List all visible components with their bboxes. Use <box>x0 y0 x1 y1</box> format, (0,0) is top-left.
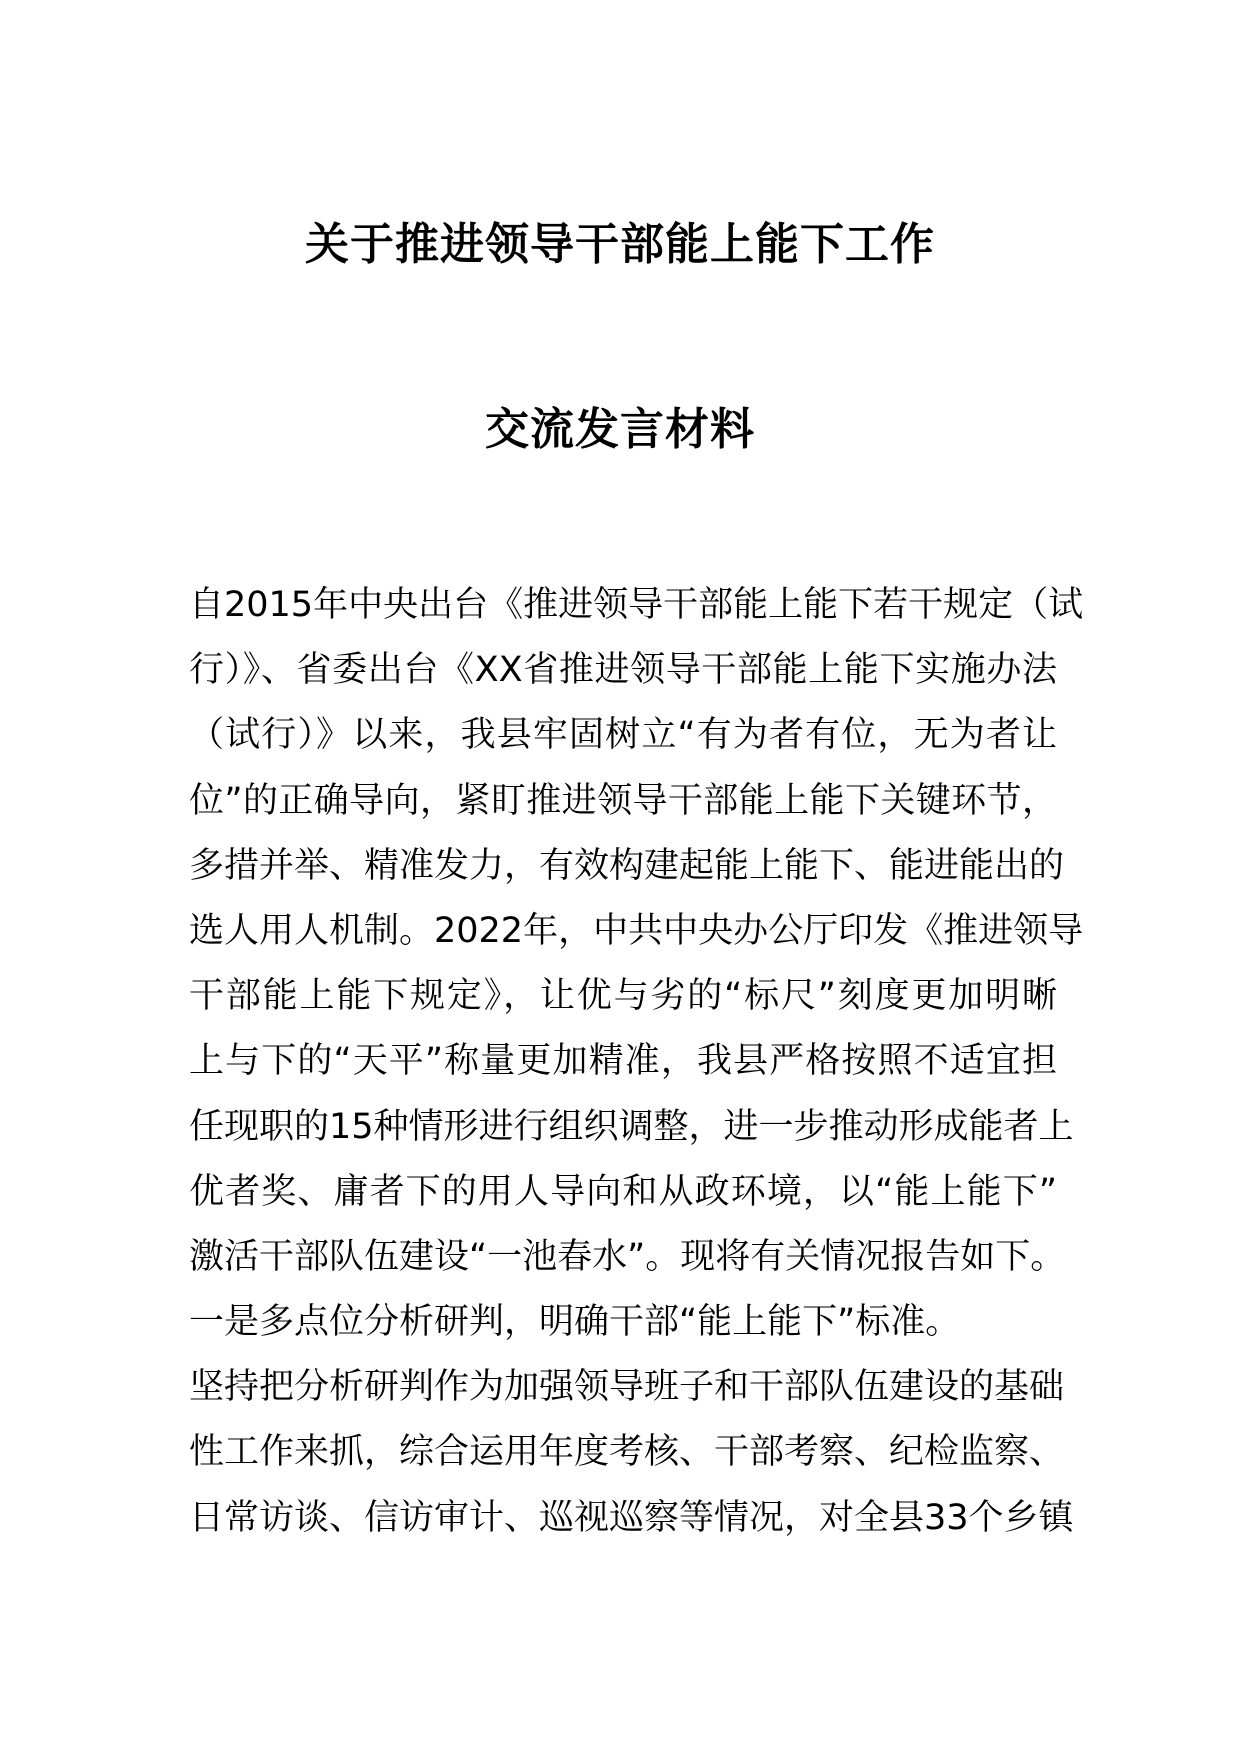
body-text-line: 坚持把分析研判作为加强领导班子和干部队伍建设的基础 <box>189 1367 1065 1408</box>
body-text-line: 行）》、省委出台《XX省推进领导干部能上能下实施办法 <box>189 650 1057 691</box>
body-text-line: 干部能上能下规定》，让优与劣的“标尺”刻度更加明晰 <box>189 976 1057 1017</box>
body-text-line: 激活干部队伍建设“一池春水”。现将有关情况报告如下。 <box>189 1236 1066 1277</box>
body-text-line: 一是多点位分析研判，明确干部“能上能下”标准。 <box>189 1302 961 1343</box>
document-title-line-1: 关于推进领导干部能上能下工作 <box>305 219 935 270</box>
body-text-line: 位”的正确导向，紧盯推进领导干部能上能下关键环节， <box>189 780 1057 821</box>
body-text-line: 多措并举、精准发力，有效构建起能上能下、能进能出的 <box>189 845 1065 886</box>
body-text-line: 任现职的15种情形进行组织调整，进一步推动形成能者上 <box>189 1106 1074 1147</box>
document-body <box>189 582 1084 1560</box>
body-text-line: 选人用人机制。2022年，中共中央办公厅印发《推进领导 <box>189 910 1084 951</box>
body-text-line: 上与下的“天平”称量更加精准，我县严格按照不适宜担 <box>189 1041 1057 1082</box>
body-text-line: 优者奖、庸者下的用人导向和从政环境，以“能上能下” <box>189 1171 1057 1212</box>
body-text-line: 日常访谈、信访审计、巡视巡察等情况，对全县33个乡镇 <box>189 1497 1074 1538</box>
body-text-line: 性工作来抓，综合运用年度考核、干部考察、纪检监察、 <box>189 1432 1065 1473</box>
body-text-line: 自2015年中央出台《推进领导干部能上能下若干规定（试 <box>189 585 1084 625</box>
document-title-line-2: 交流发言材料 <box>485 404 755 455</box>
body-text-line: （试行）》以来，我县牢固树立“有为者有位，无为者让 <box>189 715 1057 756</box>
